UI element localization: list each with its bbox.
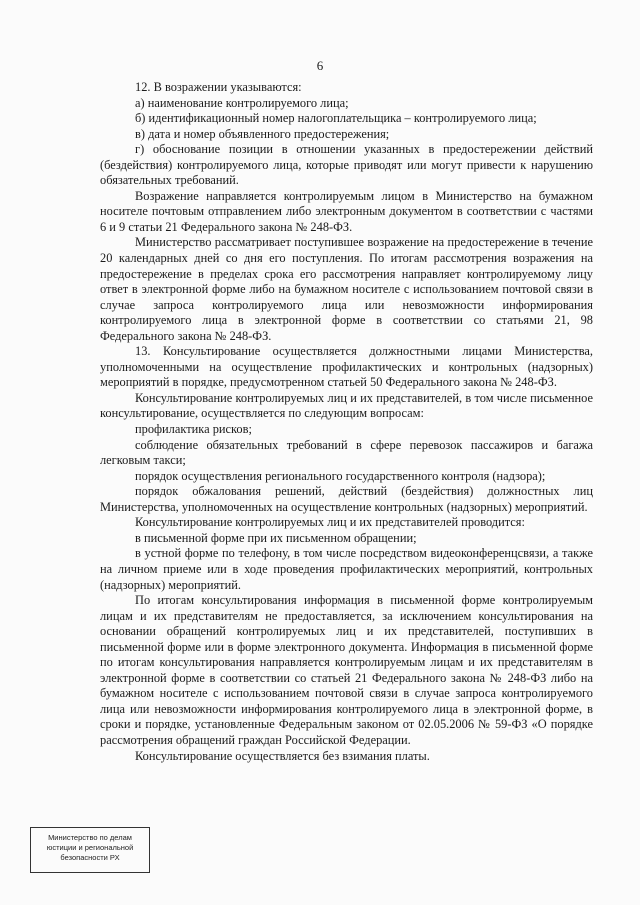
list-item: порядок осуществления регионального государственного контроля (надзора);: [135, 468, 546, 483]
paragraph: 12. В возражении указываются:: [135, 80, 302, 94]
paragraph: Консультирование осуществляется без взимания платы.: [135, 748, 430, 763]
paragraph: По итогам консультирования информация в письменной форме контролируемым лицам и их представителям не предоставляется, за исключением консультирования на основании обращений контролируемых лиц и их представителей, поступивших в письменной форме или в форме электронного документа. Информация в письменной форме по итогам консультирования направляется контролируемым лицам и их представителям в электронной форме в соответствии со статьей 21 Федерального закона № 248-ФЗ либо на бумажном носителе с использованием почтовой связи в случае запроса контролируемого лица или невозможности информирования контролируемого лица в электронной форме, в сроки и порядке, установленные Федеральным законом от 02.05.2006 № 59-ФЗ «О порядке рассмотрения обращений граждан Российской Федерации.: [100, 593, 593, 747]
paragraph: Консультирование контролируемых лиц и их представителей проводится:: [135, 515, 525, 530]
page-number: 6: [316, 58, 324, 73]
list-item: а) наименование контролируемого лица;: [135, 95, 349, 110]
list-item: в письменной форме при их письменном обращении;: [135, 530, 417, 545]
paragraph: Консультирование контролируемых лиц и их представителей, в том числе письменное консультирование, осуществляется по следующим вопросам:: [100, 390, 593, 421]
list-item: б) идентификационный номер налогоплательщика – контролируемого лица;: [135, 111, 537, 126]
paragraph: Возражение направляется контролируемым лицом в Министерство на бумажном носителе почтовым отправлением либо электронным документом в соответствии с частями 6 и 9 статьи 21 Федерального закона № 248-ФЗ.: [100, 188, 593, 234]
document-body: [100, 80, 593, 764]
list-item: профилактика рисков;: [135, 422, 252, 437]
paragraph: 13. Консультирование осуществляется должностными лицами Министерства, уполномоченными на осуществление профилактических и контрольных (надзорных) мероприятий в порядке, предусмотренном статьей 50 Федерального закона № 248-ФЗ.: [100, 344, 593, 390]
list-item: порядок обжалования решений, действий (бездействия) должностных лиц Министерства, уполномоченных на осуществление контрольных (надзорных) мероприятий.: [100, 484, 593, 514]
paragraph: Министерство рассматривает поступившее возражение на предостережение в течение 20 календарных дней со дня его поступления. По итогам рассмотрения возражения на предостережение в пределах срока его рассмотрения направляет контролируемому лицу ответ в электронной форме либо на бумажном носителе с использованием почтовой связи в случае запроса контролируемого лица или невозможности информирования контролируемого лица в электронной форме в соответствии со статьями 21, 98 Федерального закона № 248-ФЗ.: [100, 235, 593, 343]
registration-stamp: [30, 827, 150, 873]
list-item: в устной форме по телефону, в том числе посредством видеоконференцсвязи, а также на личном приеме или в ходе проведения профилактических мероприятий, контрольных (надзорных) мероприятий.: [100, 546, 593, 592]
stamp-line: Министерство по делам: [48, 833, 132, 842]
list-item: г) обоснование позиции в отношении указанных в предостережении действий (бездействия) контролируемого лица, которые приводят или могут привести к нарушению обязательных требований.: [100, 142, 593, 188]
list-item: в) дата и номер объявленного предостережения;: [135, 126, 390, 141]
stamp-line: безопасности РХ: [60, 853, 120, 862]
list-item: соблюдение обязательных требований в сфере перевозок пассажиров и багажа легковым такси;: [100, 437, 593, 468]
stamp-line: юстиции и региональной: [46, 843, 134, 852]
